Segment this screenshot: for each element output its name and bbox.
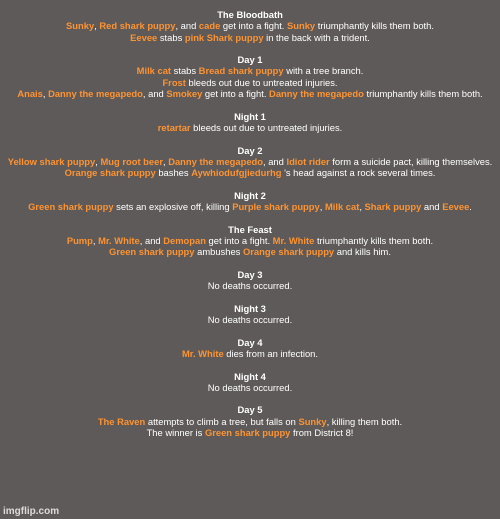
section bbox=[0, 145, 500, 179]
event-text: , bbox=[42, 88, 49, 100]
section bbox=[0, 269, 500, 292]
tribute-name: Danny the megapedo bbox=[168, 155, 263, 167]
tribute-name: pink Shark puppy bbox=[184, 31, 264, 43]
section-heading: Day 2 bbox=[237, 144, 263, 156]
tribute-name: Sunky bbox=[298, 415, 327, 427]
event-text: and bbox=[421, 201, 443, 213]
section-heading: Night 1 bbox=[234, 110, 266, 122]
tribute-name: Sunky bbox=[287, 20, 316, 32]
event-text: form a suicide pact, killing themselves. bbox=[329, 155, 493, 167]
tribute-name: Shark puppy bbox=[364, 201, 422, 213]
tribute-name: Mr. White bbox=[98, 234, 140, 246]
tribute-name: Danny the megapedo bbox=[269, 88, 364, 100]
event-text: 's head against a rock several times. bbox=[281, 167, 436, 179]
event-text: , killing them both. bbox=[326, 415, 403, 427]
event-text: No deaths occurred. bbox=[207, 314, 293, 326]
event-text: ambushes bbox=[194, 246, 243, 258]
tribute-name: Smokey bbox=[166, 88, 203, 100]
tribute-name: Purple shark puppy bbox=[232, 201, 320, 213]
event-text: , and bbox=[142, 88, 167, 100]
event-line bbox=[0, 235, 500, 246]
tribute-name: Red shark puppy bbox=[99, 20, 176, 32]
event-text: The winner is bbox=[146, 426, 205, 438]
event-text: bashes bbox=[155, 167, 192, 179]
section bbox=[0, 337, 500, 360]
tribute-name: Milk cat bbox=[136, 65, 172, 77]
event-text: stabs bbox=[171, 65, 199, 77]
tribute-name: Eevee bbox=[130, 31, 158, 43]
event-text: sets an explosive off, killing bbox=[113, 201, 233, 213]
tribute-name: Danny the megapedo bbox=[48, 88, 143, 100]
event-line bbox=[0, 20, 500, 31]
event-text: No deaths occurred. bbox=[207, 381, 293, 393]
tribute-name: Orange shark puppy bbox=[64, 167, 156, 179]
tribute-name: Orange shark puppy bbox=[242, 246, 335, 258]
event-text: , bbox=[162, 155, 169, 167]
event-text: with a tree branch. bbox=[283, 65, 364, 77]
event-text: , bbox=[319, 201, 325, 213]
tribute-name: Demopan bbox=[163, 234, 206, 246]
section bbox=[0, 224, 500, 258]
tribute-name: Pump bbox=[66, 234, 93, 246]
event-text: get into a fight. bbox=[202, 88, 270, 100]
event-line bbox=[0, 416, 500, 427]
event-text: , and bbox=[175, 20, 199, 32]
event-line bbox=[0, 65, 500, 76]
event-text: bleeds out due to untreated injuries. bbox=[185, 76, 338, 88]
tribute-name: Aywhiodufgjiedurhg bbox=[191, 167, 282, 179]
section-heading: Day 1 bbox=[237, 54, 263, 66]
tribute-name: Yellow shark puppy bbox=[7, 155, 96, 167]
tribute-name: Milk cat bbox=[324, 201, 360, 213]
section bbox=[0, 54, 500, 99]
event-text: , and bbox=[139, 234, 164, 246]
event-line bbox=[0, 246, 500, 257]
event-line bbox=[0, 201, 500, 212]
section-heading: Night 4 bbox=[234, 370, 266, 382]
tribute-name: Anais bbox=[17, 88, 43, 100]
event-text: , bbox=[92, 234, 99, 246]
section-heading: Night 3 bbox=[234, 302, 266, 314]
event-line bbox=[0, 156, 500, 167]
event-text: triumphantly kills them both. bbox=[315, 20, 434, 32]
tribute-name: retartar bbox=[157, 121, 191, 133]
tribute-name: cade bbox=[198, 20, 221, 32]
section-heading: Night 2 bbox=[234, 189, 266, 201]
tribute-name: Mug root beer bbox=[100, 155, 163, 167]
event-text: and kills him. bbox=[334, 246, 391, 258]
event-text: from District 8! bbox=[290, 426, 354, 438]
tribute-name: Mr. White bbox=[182, 347, 224, 359]
section-heading: The Feast bbox=[228, 223, 272, 235]
section bbox=[0, 190, 500, 213]
tribute-name: The Raven bbox=[97, 415, 146, 427]
tribute-name: Sunky bbox=[66, 20, 95, 32]
tribute-name: Frost bbox=[162, 76, 186, 88]
event-text: . bbox=[469, 201, 472, 213]
event-text: triumphantly kills them both. bbox=[363, 88, 483, 100]
tribute-name: Mr. White bbox=[272, 234, 315, 246]
event-line bbox=[0, 280, 500, 291]
event-text: triumphantly kills them both. bbox=[314, 234, 434, 246]
section-heading: Day 4 bbox=[237, 336, 263, 348]
watermark: imgflip.com bbox=[3, 506, 60, 517]
event-text: , bbox=[95, 155, 101, 167]
tribute-name: Idiot rider bbox=[286, 155, 330, 167]
event-text: No deaths occurred. bbox=[207, 280, 293, 292]
tribute-name: Green shark puppy bbox=[28, 201, 114, 213]
section bbox=[0, 303, 500, 326]
section-heading: Day 3 bbox=[237, 268, 263, 280]
tribute-name: Green shark puppy bbox=[204, 426, 291, 438]
section bbox=[0, 111, 500, 134]
event-log bbox=[0, 9, 500, 450]
event-text: bleeds out due to untreated injuries. bbox=[190, 121, 343, 133]
section bbox=[0, 9, 500, 43]
event-text: , bbox=[359, 201, 365, 213]
event-text: , bbox=[94, 20, 100, 32]
event-line bbox=[0, 382, 500, 393]
tribute-name: Eevee bbox=[442, 201, 470, 213]
section-heading: The Bloodbath bbox=[217, 9, 283, 20]
event-text: attempts to climb a tree, but falls on bbox=[145, 415, 299, 427]
event-line bbox=[0, 348, 500, 359]
event-line bbox=[0, 314, 500, 325]
event-line bbox=[0, 32, 500, 43]
event-line bbox=[0, 77, 500, 88]
event-text: get into a fight. bbox=[220, 20, 288, 32]
section bbox=[0, 404, 500, 438]
event-text: , and bbox=[263, 155, 287, 167]
event-text: in the back with a trident. bbox=[263, 31, 370, 43]
tribute-name: Bread shark puppy bbox=[198, 65, 284, 77]
event-text: get into a fight. bbox=[205, 234, 273, 246]
event-line bbox=[0, 427, 500, 438]
event-line bbox=[0, 88, 500, 99]
event-text: stabs bbox=[157, 31, 185, 43]
event-line bbox=[0, 122, 500, 133]
section bbox=[0, 371, 500, 394]
section-heading: Day 5 bbox=[237, 404, 263, 416]
event-text: dies from an infection. bbox=[223, 347, 318, 359]
event-line bbox=[0, 167, 500, 178]
tribute-name: Green shark puppy bbox=[109, 246, 195, 258]
